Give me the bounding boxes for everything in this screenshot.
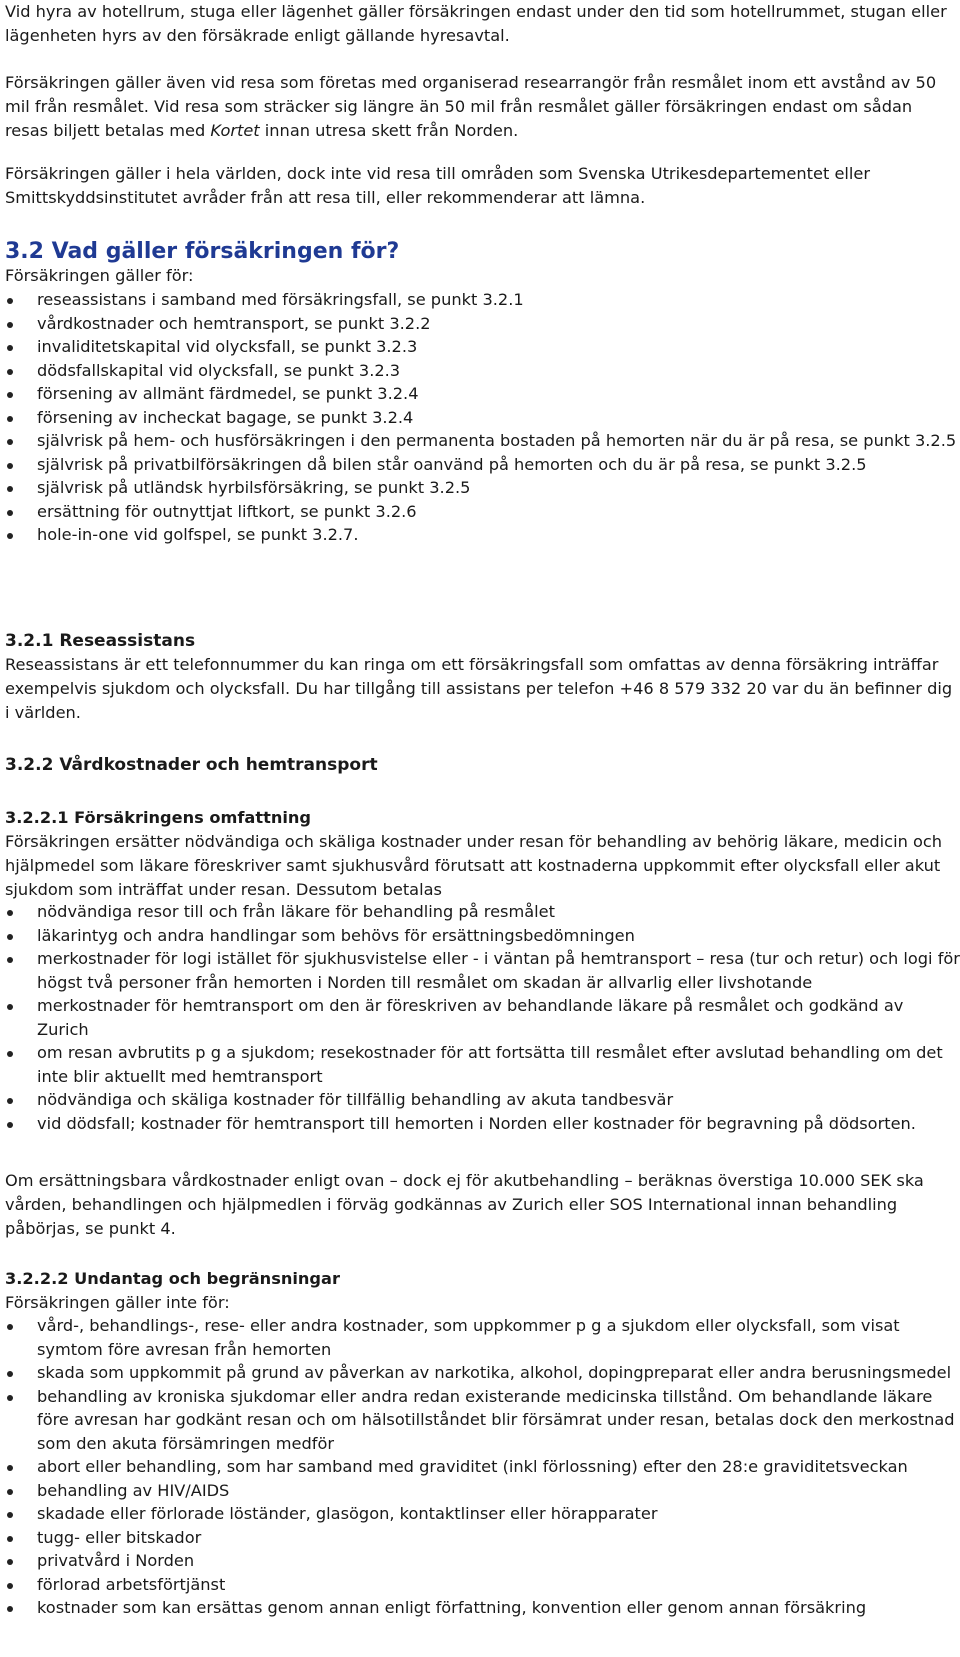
list-item: merkostnader för hemtransport om den är föreskriven av behandlande läkare på resmålet och godkänd av Zurich [5,994,960,1041]
section-3-2-1-body: Reseassistans är ett telefonnummer du kan ringa om ett försäkringsfall som omfattas av denna försäkring inträffar exempelvis sjukdom och olycksfall. Du har tillgång till assistans per telefon +46 8 579 332 20 var du än befinner dig i världen. [5,655,953,722]
list-item: självrisk på utländsk hyrbilsförsäkring, se punkt 3.2.5 [5,476,960,500]
section-3-2-2-2-lead: Försäkringen gäller inte för: [5,1293,230,1312]
list-item: vård-, behandlings-, rese- eller andra kostnader, som uppkommer p g a sjukdom eller olycksfall, som visat symtom före avresan från hemorten [5,1314,960,1361]
list-item: läkarintyg och andra handlingar som behövs för ersättningsbedömningen [5,924,960,948]
list-item: invaliditetskapital vid olycksfall, se punkt 3.2.3 [5,335,960,359]
list-item: privatvård i Norden [5,1549,960,1573]
section-3-2-lead: Försäkringen gäller för: [5,266,194,285]
coverage-list [5,288,960,547]
covered-costs-list [5,900,960,1135]
section-3-2-1-heading: 3.2.1 Reseassistans [5,631,196,651]
intro-paragraph-worldwide: Försäkringen gäller i hela världen, dock inte vid resa till områden som Svenska Utrikesdepartementet eller Smittskyddsinstitutet avråder från att resa till, eller rekommenderar att lämna. [5,164,871,207]
list-item: merkostnader för logi istället för sjukhusvistelse eller - i väntan på hemtransport – resa (tur och retur) och logi för högst två personer från hemorten i Norden till resmålet om skadan är allvarlig eller livshotande [5,947,960,994]
list-item: självrisk på privatbilförsäkringen då bilen står oanvänd på hemorten och du är på resa, se punkt 3.2.5 [5,453,960,477]
list-item: ersättning för outnyttjat liftkort, se punkt 3.2.6 [5,500,960,524]
list-item: tugg- eller bitskador [5,1526,960,1550]
list-item: hole-in-one vid golfspel, se punkt 3.2.7. [5,523,960,547]
section-3-2-2-2-title: Undantag och begränsningar [68,1269,340,1288]
intro-paragraph-rental: Vid hyra av hotellrum, stuga eller lägenhet gäller försäkringen endast under den tid som hotellrummet, stugan eller lägenheten hyrs av den försäkrade enligt gällande hyresavtal. [5,2,947,45]
intro-p2-kortet: Kortet [210,121,260,140]
list-item: abort eller behandling, som har samband med graviditet (inkl förlossning) efter den 28:e graviditetsveckan [5,1455,960,1479]
section-3-2-heading: 3.2 Vad gäller försäkringen för? [5,239,400,264]
list-item: dödsfallskapital vid olycksfall, se punkt 3.2.3 [5,359,960,383]
list-item: försening av allmänt färdmedel, se punkt 3.2.4 [5,382,960,406]
section-3-2-2-1-number: 3.2.2.1 [5,808,69,827]
section-3-2-2-2-number: 3.2.2.2 [5,1269,69,1288]
section-3-2-2-2-heading [5,1267,340,1291]
intro-paragraph-tour-operator [5,71,955,143]
section-3-2-2-1-after: Om ersättningsbara vårdkostnader enligt ovan – dock ej för akutbehandling – beräknas överstiga 10.000 SEK ska vården, behandlingen och hjälpmedlen i förväg godkännas av Zurich eller SOS International innan behandling påbörjas, se punkt 4. [5,1171,924,1238]
list-item: skada som uppkommit på grund av påverkan av narkotika, alkohol, dopingpreparat eller andra berusningsmedel [5,1361,960,1385]
section-3-2-2-1-title: Försäkringens omfattning [68,808,312,827]
list-item: kostnader som kan ersättas genom annan enligt författning, konvention eller genom annan försäkring [5,1596,960,1620]
list-item: vårdkostnader och hemtransport, se punkt 3.2.2 [5,312,960,336]
list-item: nödvändiga och skäliga kostnader för tillfällig behandling av akuta tandbesvär [5,1088,960,1112]
section-3-2-2-heading: 3.2.2 Vårdkostnader och hemtransport [5,755,378,775]
exclusions-list [5,1314,960,1620]
section-3-2-2-1-body: Försäkringen ersätter nödvändiga och skäliga kostnader under resan för behandling av behörig läkare, medicin och hjälpmedel som läkare föreskriver samt sjukhusvård förutsatt att kostnaderna uppkommit efter olycksfall eller akut sjukdom som inträffat under resan. Dessutom betalas [5,832,943,899]
intro-p2-text-b: innan utresa skett från Norden. [259,121,519,140]
intro-p2-text-a: Försäkringen gäller även vid resa som företas med organiserad researrangör från resmålet inom ett avstånd av 50 mil från resmålet. Vid resa som sträcker sig längre än 50 mil från resmålet gäller försäkringen endast om sådan resas biljett betalas med [5,73,937,140]
list-item: självrisk på hem- och husförsäkringen i den permanenta bostaden på hemorten när du är på resa, se punkt 3.2.5 [5,429,960,453]
list-item: vid dödsfall; kostnader för hemtransport till hemorten i Norden eller kostnader för begravning på dödsorten. [5,1112,960,1136]
section-3-2-2-1-heading [5,806,311,830]
list-item: förlorad arbetsförtjänst [5,1573,960,1597]
list-item: behandling av kroniska sjukdomar eller andra redan existerande medicinska tillstånd. Om behandlande läkare före avresan har godkänt resan och om hälsotillståndet blir försämrat under resan, betalas dock den merkostnad som den akuta försämringen medför [5,1385,960,1456]
list-item: behandling av HIV/AIDS [5,1479,960,1503]
list-item: reseassistans i samband med försäkringsfall, se punkt 3.2.1 [5,288,960,312]
list-item: försening av incheckat bagage, se punkt 3.2.4 [5,406,960,430]
list-item: om resan avbrutits p g a sjukdom; resekostnader för att fortsätta till resmålet efter avslutad behandling om det inte blir aktuellt med hemtransport [5,1041,960,1088]
list-item: skadade eller förlorade löständer, glasögon, kontaktlinser eller hörapparater [5,1502,960,1526]
list-item: nödvändiga resor till och från läkare för behandling på resmålet [5,900,960,924]
